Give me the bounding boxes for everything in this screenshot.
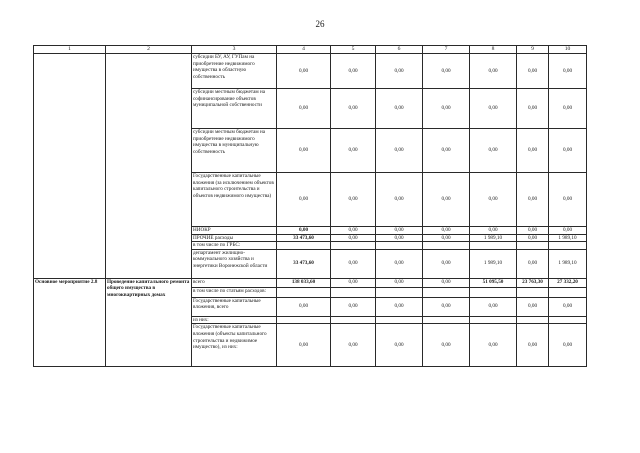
value-cell: 0,00 <box>277 324 331 367</box>
value-cell: 0,00 <box>549 173 587 227</box>
value-cell: 1 989,10 <box>470 249 517 278</box>
value-cell: 0,00 <box>277 173 331 227</box>
value-cell: 0,00 <box>423 54 470 89</box>
header-cell: 5 <box>331 46 376 54</box>
value-cell <box>517 242 549 250</box>
value-cell: 0,00 <box>517 297 549 316</box>
empty-cell <box>106 54 192 279</box>
value-cell: 0,00 <box>470 129 517 173</box>
header-cell: 10 <box>549 46 587 54</box>
page-number: 26 <box>315 19 325 29</box>
expense-label: в том числе по ГРБС: <box>192 242 277 250</box>
expense-label: Государственные капитальные вложения, всего <box>192 297 277 316</box>
value-cell: 0,00 <box>277 89 331 129</box>
value-cell: 0,00 <box>331 324 376 367</box>
value-cell: 0,00 <box>470 297 517 316</box>
value-cell: 0,00 <box>423 173 470 227</box>
value-cell: 0,00 <box>549 129 587 173</box>
value-cell: 0,00 <box>423 129 470 173</box>
value-cell: 0,00 <box>517 249 549 278</box>
empty-cell <box>34 54 106 279</box>
value-cell: 0,00 <box>331 278 376 287</box>
expense-label: субсидии местным бюджетам на приобретение недвижимого имущества в муниципальную собственность <box>192 129 277 173</box>
value-cell: 0,00 <box>277 54 331 89</box>
budget-table <box>33 45 587 367</box>
expense-label: всего <box>192 278 277 287</box>
value-cell: 0,00 <box>423 89 470 129</box>
value-cell: 0,00 <box>376 278 423 287</box>
value-cell: 0,00 <box>470 89 517 129</box>
value-cell <box>470 242 517 250</box>
value-cell <box>549 316 587 324</box>
value-cell: 0,00 <box>423 234 470 242</box>
value-cell: 0,00 <box>517 129 549 173</box>
header-cell: 3 <box>192 46 277 54</box>
value-cell <box>331 242 376 250</box>
expense-label: субсидии местным бюджетам на софинансирование объектов муниципальной собственности <box>192 89 277 129</box>
value-cell <box>470 316 517 324</box>
value-cell: 0,00 <box>331 173 376 227</box>
value-cell: 0,00 <box>331 129 376 173</box>
value-cell <box>423 316 470 324</box>
value-cell <box>517 316 549 324</box>
value-cell: 27 332,20 <box>549 278 587 287</box>
value-cell: 23 763,30 <box>517 278 549 287</box>
value-cell <box>517 287 549 297</box>
value-cell: 0,00 <box>331 249 376 278</box>
value-cell: 0,00 <box>423 249 470 278</box>
value-cell: 0,00 <box>423 278 470 287</box>
header-cell: 4 <box>277 46 331 54</box>
value-cell: 0,00 <box>331 54 376 89</box>
value-cell: 0,00 <box>331 227 376 235</box>
value-cell: 0,00 <box>331 89 376 129</box>
value-cell <box>549 242 587 250</box>
value-cell: 0,00 <box>423 324 470 367</box>
value-cell <box>277 287 331 297</box>
value-cell: 0,00 <box>549 89 587 129</box>
value-cell: 1 989,10 <box>470 234 517 242</box>
header-cell: 9 <box>517 46 549 54</box>
expense-label: НИОКР <box>192 227 277 235</box>
expense-label: ПРОЧИЕ расходы <box>192 234 277 242</box>
value-cell: 0,00 <box>331 234 376 242</box>
value-cell: 0,00 <box>517 324 549 367</box>
value-cell <box>331 287 376 297</box>
expense-label: субсидии БУ, АУ, ГУПам на приобретение недвижимого имущества в областную собственность <box>192 54 277 89</box>
value-cell <box>277 242 331 250</box>
value-cell: 0,00 <box>376 129 423 173</box>
value-cell <box>470 287 517 297</box>
main-activity-number: Основное мероприятие 2.8 <box>34 278 106 367</box>
value-cell <box>423 287 470 297</box>
value-cell: 0,00 <box>277 129 331 173</box>
value-cell: 0,00 <box>423 297 470 316</box>
expense-label: Государственные капитальные вложения (объекты капитального строительства и недвижимое имущество), из них: <box>192 324 277 367</box>
table-row <box>34 278 587 287</box>
value-cell: 0,00 <box>549 324 587 367</box>
expense-label: из них: <box>192 316 277 324</box>
value-cell: 0,00 <box>376 173 423 227</box>
header-row <box>34 46 587 54</box>
value-cell: 0,00 <box>470 324 517 367</box>
expense-label: в том числе по статьям расходов: <box>192 287 277 297</box>
value-cell <box>549 287 587 297</box>
value-cell <box>376 316 423 324</box>
value-cell <box>331 316 376 324</box>
value-cell: 0,00 <box>331 297 376 316</box>
value-cell: 0,00 <box>517 234 549 242</box>
value-cell <box>277 316 331 324</box>
value-cell: 0,00 <box>376 297 423 316</box>
value-cell: 0,00 <box>376 234 423 242</box>
value-cell: 0,00 <box>376 54 423 89</box>
expense-label: департамент жилищно-коммунального хозяйства и энергетики Воронежской области <box>192 249 277 278</box>
value-cell: 0,00 <box>277 297 331 316</box>
value-cell: 0,00 <box>423 227 470 235</box>
value-cell: 0,00 <box>549 54 587 89</box>
header-cell: 8 <box>470 46 517 54</box>
value-cell: 0,00 <box>376 324 423 367</box>
value-cell: 0,00 <box>376 227 423 235</box>
value-cell: 33 473,60 <box>277 249 331 278</box>
value-cell: 0,00 <box>517 173 549 227</box>
value-cell <box>423 242 470 250</box>
value-cell: 0,00 <box>376 249 423 278</box>
value-cell: 0,00 <box>517 89 549 129</box>
value-cell: 0,00 <box>470 227 517 235</box>
value-cell: 51 095,50 <box>470 278 517 287</box>
value-cell: 0,00 <box>517 227 549 235</box>
value-cell: 1 989,10 <box>549 249 587 278</box>
header-cell: 1 <box>34 46 106 54</box>
value-cell: 1 989,10 <box>549 234 587 242</box>
value-cell: 0,00 <box>277 227 331 235</box>
main-activity-name: Проведение капитального ремонта общего имущества в многоквартирных домах <box>106 278 192 367</box>
value-cell: 0,00 <box>470 173 517 227</box>
value-cell: 33 473,60 <box>277 234 331 242</box>
value-cell: 138 033,60 <box>277 278 331 287</box>
table-row <box>34 54 587 89</box>
expense-label: Государственные капитальные вложения (за исключением объектов капитального строительства и объектов недвижимого имущества) <box>192 173 277 227</box>
header-cell: 6 <box>376 46 423 54</box>
header-cell: 2 <box>106 46 192 54</box>
value-cell: 0,00 <box>470 54 517 89</box>
header-cell: 7 <box>423 46 470 54</box>
value-cell: 0,00 <box>376 89 423 129</box>
value-cell: 0,00 <box>549 227 587 235</box>
value-cell: 0,00 <box>517 54 549 89</box>
value-cell <box>376 287 423 297</box>
value-cell: 0,00 <box>549 297 587 316</box>
value-cell <box>376 242 423 250</box>
